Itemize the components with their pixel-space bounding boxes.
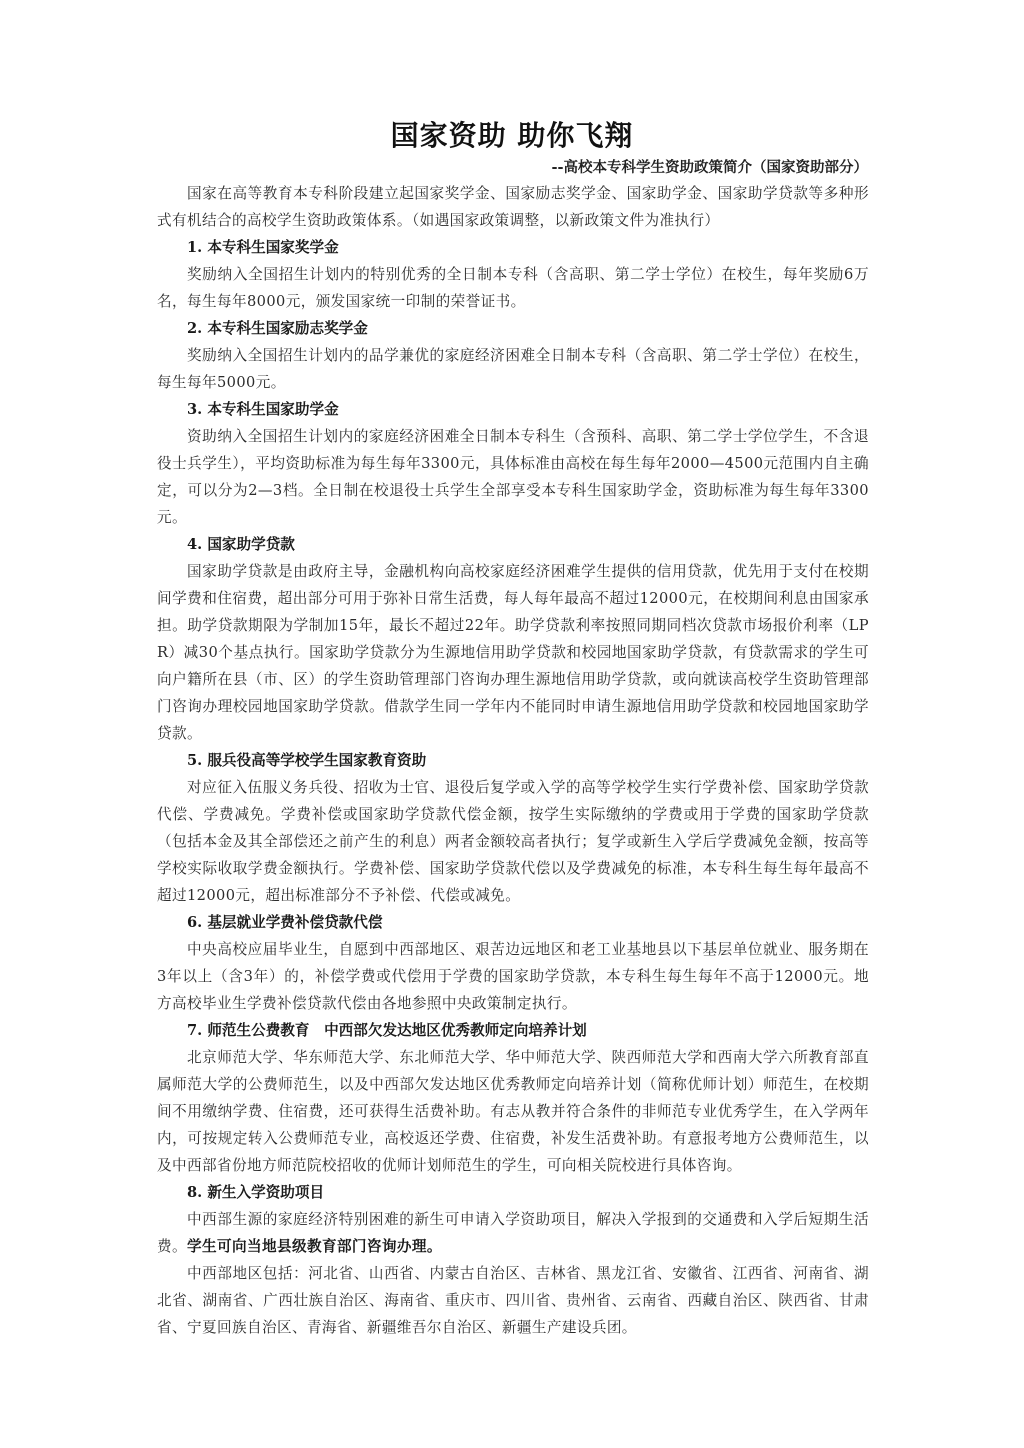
section-text-6: 中央高校应届毕业生，自愿到中西部地区、艰苦边远地区和老工业基地县以下基层单位就业、服务期在3年以上（含3年）的，补偿学费或代偿用于学费的国家助学贷款，本专科生每生每年不高于12000元。地方高校毕业生学费补偿贷款代偿由各地参照中央政策制定执行。: [157, 941, 869, 1012]
section-text-2: 奖励纳入全国招生计划内的品学兼优的家庭经济困难全日制本专科（含高职、第二学士学位）在校生，每生每年5000元。: [157, 347, 869, 391]
section-text-8-bold: 学生可向当地县级教育部门咨询办理。: [187, 1238, 442, 1255]
section-heading-7: 7. 师范生公费教育 中西部欠发达地区优秀教师定向培养计划: [187, 1022, 587, 1039]
section-heading-8: 8. 新生入学资助项目: [187, 1184, 325, 1201]
section-text-8-main: 中西部生源的家庭经济特别困难的新生可申请入学资助项目，解决入学报到的交通费和入学后短期生活费。: [157, 1211, 869, 1255]
section-text-4: 国家助学贷款是由政府主导，金融机构向高校家庭经济困难学生提供的信用贷款，优先用于支付在校期间学费和住宿费，超出部分可用于弥补日常生活费，每人每年最高不超过12000元，在校期间利息由国家承担。助学贷款期限为学制加15年，最长不超过22年。助学贷款利率按照同期同档次贷款市场报价利率（LPR）减30个基点执行。国家助学贷款分为生源地信用助学贷款和校园地国家助学贷款，有贷款需求的学生可向户籍所在县（市、区）的学生资助管理部门咨询办理生源地信用助学贷款，或向就读高校学生资助管理部门咨询办理校园地国家助学贷款。借款学生同一学年内不能同时申请生源地信用助学贷款和校园地国家助学贷款。: [157, 563, 869, 742]
section-text-5: 对应征入伍服义务兵役、招收为士官、退役后复学或入学的高等学校学生实行学费补偿、国家助学贷款代偿、学费减免。学费补偿或国家助学贷款代偿金额，按学生实际缴纳的学费或用于学费的国家助学贷款（包括本金及其全部偿还之前产生的利息）两者金额较高者执行；复学或新生入学后学费减免金额，按高等学校实际收取学费金额执行。学费补偿、国家助学贷款代偿以及学费减免的标准，本专科生每生每年最高不超过12000元，超出标准部分不予补偿、代偿或减免。: [157, 779, 869, 904]
section-heading-2: 2. 本专科生国家励志奖学金: [187, 320, 368, 337]
section-heading-3: 3. 本专科生国家助学金: [187, 401, 339, 418]
section-text-3: 资助纳入全国招生计划内的家庭经济困难全日制本专科生（含预科、高职、第二学士学位学生，不含退役士兵学生），平均资助标准为每生每年3300元，具体标准由高校在每生每年2000—4500元范围内自主确定，可以分为2—3档。全日制在校退役士兵学生全部享受本专科生国家助学金，资助标准为每生每年3300元。: [157, 428, 869, 526]
section-heading-4: 4. 国家助学贷款: [187, 536, 295, 553]
section-text-1: 奖励纳入全国招生计划内的特别优秀的全日制本专科（含高职、第二学士学位）在校生，每年奖励6万名，每生每年8000元，颁发国家统一印制的荣誉证书。: [157, 266, 869, 310]
section-heading-1: 1. 本专科生国家奖学金: [187, 239, 339, 256]
document-body: [157, 180, 869, 1341]
intro-paragraph: 国家在高等教育本专科阶段建立起国家奖学金、国家励志奖学金、国家助学金、国家助学贷款等多种形式有机结合的高校学生资助政策体系。（如遇国家政策调整，以新政策文件为准执行）: [157, 185, 869, 229]
section-heading-6: 6. 基层就业学费补偿贷款代偿: [187, 914, 383, 931]
page-title: 国家资助 助你飞翔: [390, 119, 634, 152]
page-subtitle: --高校本专科学生资助政策简介（国家资助部分）: [551, 159, 868, 176]
section-heading-5: 5. 服兵役高等学校学生国家教育资助: [187, 752, 427, 769]
section-text-8: [157, 1206, 869, 1260]
regions-paragraph: 中西部地区包括：河北省、山西省、内蒙古自治区、吉林省、黑龙江省、安徽省、江西省、河南省、湖北省、湖南省、广西壮族自治区、海南省、重庆市、四川省、贵州省、云南省、西藏自治区、陕西省、甘肃省、宁夏回族自治区、青海省、新疆维吾尔自治区、新疆生产建设兵团。: [157, 1265, 869, 1336]
section-text-7: 北京师范大学、华东师范大学、东北师范大学、华中师范大学、陕西师范大学和西南大学六所教育部直属师范大学的公费师范生，以及中西部欠发达地区优秀教师定向培养计划（简称优师计划）师范生，在校期间不用缴纳学费、住宿费，还可获得生活费补助。有志从教并符合条件的非师范专业优秀学生，在入学两年内，可按规定转入公费师范专业，高校返还学费、住宿费，补发生活费补助。有意报考地方公费师范生，以及中西部省份地方师范院校招收的优师计划师范生的学生，可向相关院校进行具体咨询。: [157, 1049, 869, 1174]
